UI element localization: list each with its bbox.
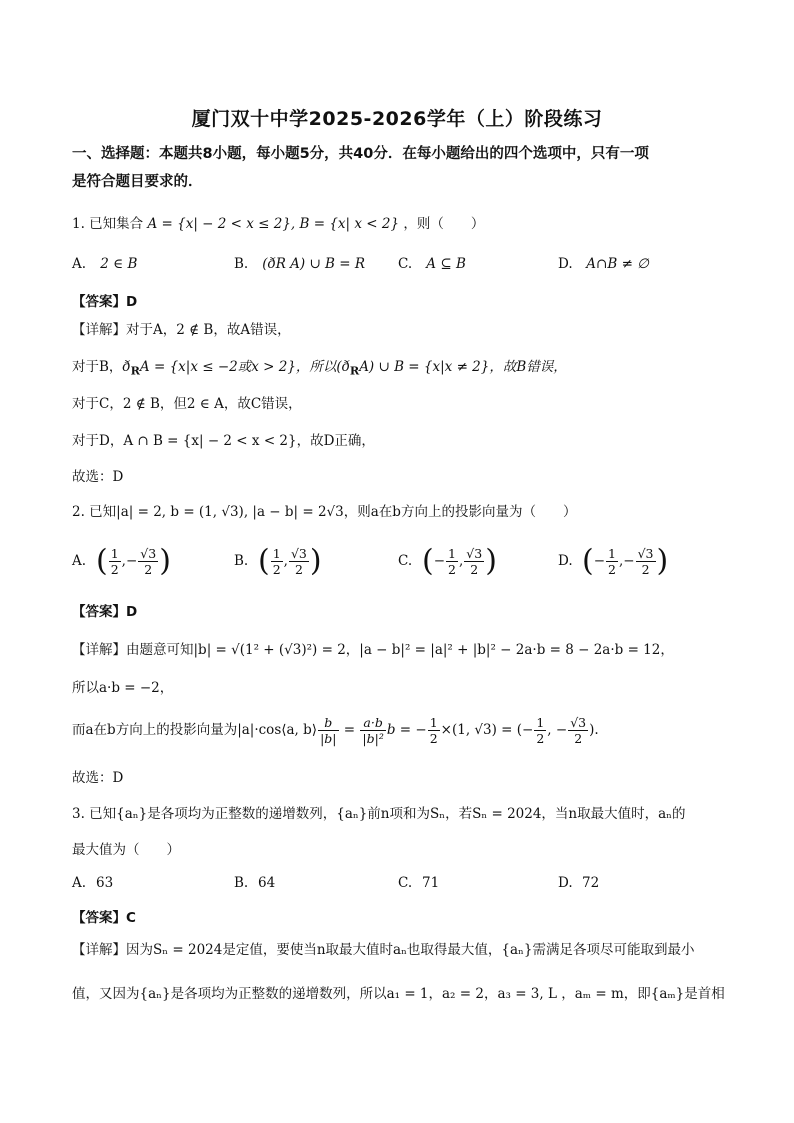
option-label: C. <box>398 875 413 891</box>
q2-option-c: C. (− $\frac{1}{2}$ , $\frac{√3}{2}$ ) <box>398 543 497 579</box>
q2-option-b: B. ( $\frac{1}{2}$ , $\frac{√3}{2}$ ) <box>234 543 322 579</box>
numerator: a·b <box>360 715 385 731</box>
q1-detail-1: 【详解】对于A，2 ∉ B，故A错误， <box>72 322 291 338</box>
option-label: D. <box>558 875 573 891</box>
x-fraction <box>271 546 283 577</box>
x-denominator: 2 <box>110 562 119 577</box>
option-text: 2 ∈ B <box>100 256 138 272</box>
x-numerator: 1 <box>448 546 456 561</box>
q3-stem-2: 最大值为（ ） <box>72 842 180 858</box>
denominator: |b|² <box>362 731 384 746</box>
x-denominator: 2 <box>272 562 281 577</box>
half-fraction: $\frac{1}{2}$ <box>429 715 438 746</box>
q2-option-a: A. ( $\frac{1}{2}$ ,− $\frac{√3}{2}$ ) <box>72 543 171 579</box>
x-sign: − <box>433 553 446 569</box>
q1-detail-2-prefix: 对于B， <box>72 359 123 375</box>
y-denominator: 2 <box>470 562 479 577</box>
y-numerator: √3 <box>290 546 307 561</box>
q1-result: 故选：D <box>72 469 124 485</box>
complement-symbol-2: ð <box>341 359 350 375</box>
option-text: A ⊆ B <box>426 256 466 272</box>
q1-stem-prefix: 1. 已知集合 <box>72 216 144 232</box>
y-sign: − <box>623 553 635 569</box>
q3-option-c <box>398 873 439 893</box>
dot-fraction <box>360 715 385 746</box>
y-denominator: 2 <box>641 562 650 577</box>
q1-stem <box>72 214 742 234</box>
numerator: b <box>318 715 338 731</box>
q2-detail-1: 【详解】由题意可知|b| = √(1² + (√3)²) = 2，|a − b|² = |a|² + |b|² − 2a·b = 8 − 2a·b = 12， <box>72 642 674 658</box>
root3-fraction: $\frac{√3}{2}$ <box>570 715 587 746</box>
q3-detail-2: 值，又因为{aₙ}是各项均为正整数的递增数列，所以a₁ = 1，a₂ = 2，a₃ = 3, L ，aₘ = m，即{aₘ}是首相 <box>72 986 725 1002</box>
x-denominator: 2 <box>608 562 616 577</box>
q1-option-d <box>558 254 649 274</box>
y-denominator: 2 <box>294 562 303 577</box>
x-sign: − <box>593 553 606 569</box>
y-numerator: √3 <box>140 546 157 561</box>
page-title: 厦门双十中学2025-2026学年（上）阶段练习 <box>191 108 603 130</box>
q3-answer: 【答案】C <box>72 910 136 926</box>
y-numerator: √3 <box>637 546 654 561</box>
q1-detail-2-suffix: A) ∪ B = {x|x ≠ 2}，故B错误， <box>359 359 567 375</box>
y-sign: − <box>125 553 138 569</box>
y-fraction <box>138 546 158 577</box>
section-heading-line-2: 是符合题目要求的． <box>72 174 203 190</box>
q1-sets: A = {x| − 2 < x ≤ 2}, B = {x| x < 2} <box>147 216 400 232</box>
y-fraction <box>464 546 484 577</box>
y-fraction <box>289 546 309 577</box>
option-label: D. <box>558 553 573 569</box>
q1-stem-suffix: ，则（ ） <box>403 216 485 232</box>
option-text: 72 <box>582 875 600 891</box>
q3-option-d <box>558 873 599 893</box>
q2-detail-3-mid: b = − <box>386 722 427 738</box>
q1-detail-2-middle: A = {x|x ≤ −2或x > 2}，所以( <box>139 359 342 375</box>
option-label: A. <box>72 875 87 891</box>
y-denominator: 2 <box>144 562 153 577</box>
option-label: B. <box>234 875 249 891</box>
option-label: C. <box>398 553 413 569</box>
half-fraction-2: $\frac{1}{2}$ <box>536 715 545 746</box>
q3-option-b <box>234 873 275 893</box>
option-text: (ðR A) ∪ B = R <box>262 256 366 272</box>
x-fraction <box>606 546 618 577</box>
option-text: A∩B ≠ ∅ <box>586 256 649 272</box>
q2-detail-2: 所以a·b = −2， <box>72 680 174 696</box>
option-label: A. <box>72 256 87 272</box>
q1-detail-4: 对于D，A ∩ B = {x| − 2 < x < 2}，故D正确， <box>72 433 375 449</box>
q1-detail-2 <box>72 357 742 381</box>
q2-option-d: D. (− $\frac{1}{2}$ ,− $\frac{√3}{2}$ ) <box>558 543 669 579</box>
option-label: B. <box>234 256 249 272</box>
q1-detail-3: 对于C，2 ∉ B，但2 ∈ A，故C错误， <box>72 396 302 412</box>
option-text: 71 <box>422 875 440 891</box>
q2-stem: 2. 已知|a| = 2, b = (1, √3), |a − b| = 2√3，则a在b方向上的投影向量为（ ） <box>72 504 577 520</box>
q2-detail-3-prefix: 而a在b方向上的投影向量为|a|·cos⟨a, b⟩ <box>72 722 318 738</box>
q2-detail-3: 而a在b方向上的投影向量为|a|·cos⟨a, b⟩ $\frac{b}{|b|}$ = $\frac{a\cdot b}{\text{|b|²}}$ b = − $\frac{1}{2}$ ×(1, √3) = (− $\frac{1}{2}$ , − $\frac{√3}{2}$ ). <box>72 715 599 746</box>
x-numerator: 1 <box>272 546 281 561</box>
q1-option-c <box>398 254 466 274</box>
complement-subscript: R <box>130 363 140 378</box>
q2-detail-3-mid2: ×(1, √3) = (− <box>440 722 534 738</box>
option-label: B. <box>234 553 249 569</box>
complement-symbol: ð <box>122 359 131 375</box>
y-numerator: √3 <box>466 546 483 561</box>
x-fraction <box>446 546 458 577</box>
x-denominator: 2 <box>448 562 456 577</box>
numerator: √3 <box>570 715 587 730</box>
section-heading-line-1: 一、选择题：本题共8小题，每小题5分，共40分．在每小题给出的四个选项中，只有一项 <box>72 146 649 162</box>
q1-answer: 【答案】D <box>72 294 138 310</box>
x-numerator: 1 <box>110 546 119 561</box>
q1-option-b <box>234 254 365 274</box>
x-numerator: 1 <box>608 546 616 561</box>
x-fraction <box>109 546 121 577</box>
y-fraction <box>636 546 656 577</box>
q2-result: 故选：D <box>72 770 124 786</box>
option-text: 63 <box>96 875 114 891</box>
unit-vector-fraction <box>318 715 338 746</box>
q2-answer: 【答案】D <box>72 604 138 620</box>
denominator: |b| <box>320 731 337 746</box>
q3-detail-1: 【详解】因为Sₙ = 2024是定值，要使当n取最大值时aₙ也取得最大值，{aₙ}需满足各项尽可能取到最小 <box>72 942 695 958</box>
complement-subscript-2: R <box>349 363 360 378</box>
option-label: A. <box>72 553 87 569</box>
q1-option-a <box>72 254 137 274</box>
option-label: C. <box>398 256 413 272</box>
q3-option-a <box>72 873 113 893</box>
q3-stem-1: 3. 已知{aₙ}是各项均为正整数的递增数列，{aₙ}前n项和为Sₙ，若Sₙ = 2024，当n取最大值时，aₙ的 <box>72 806 686 822</box>
option-text: 64 <box>258 875 276 891</box>
option-label: D. <box>558 256 573 272</box>
